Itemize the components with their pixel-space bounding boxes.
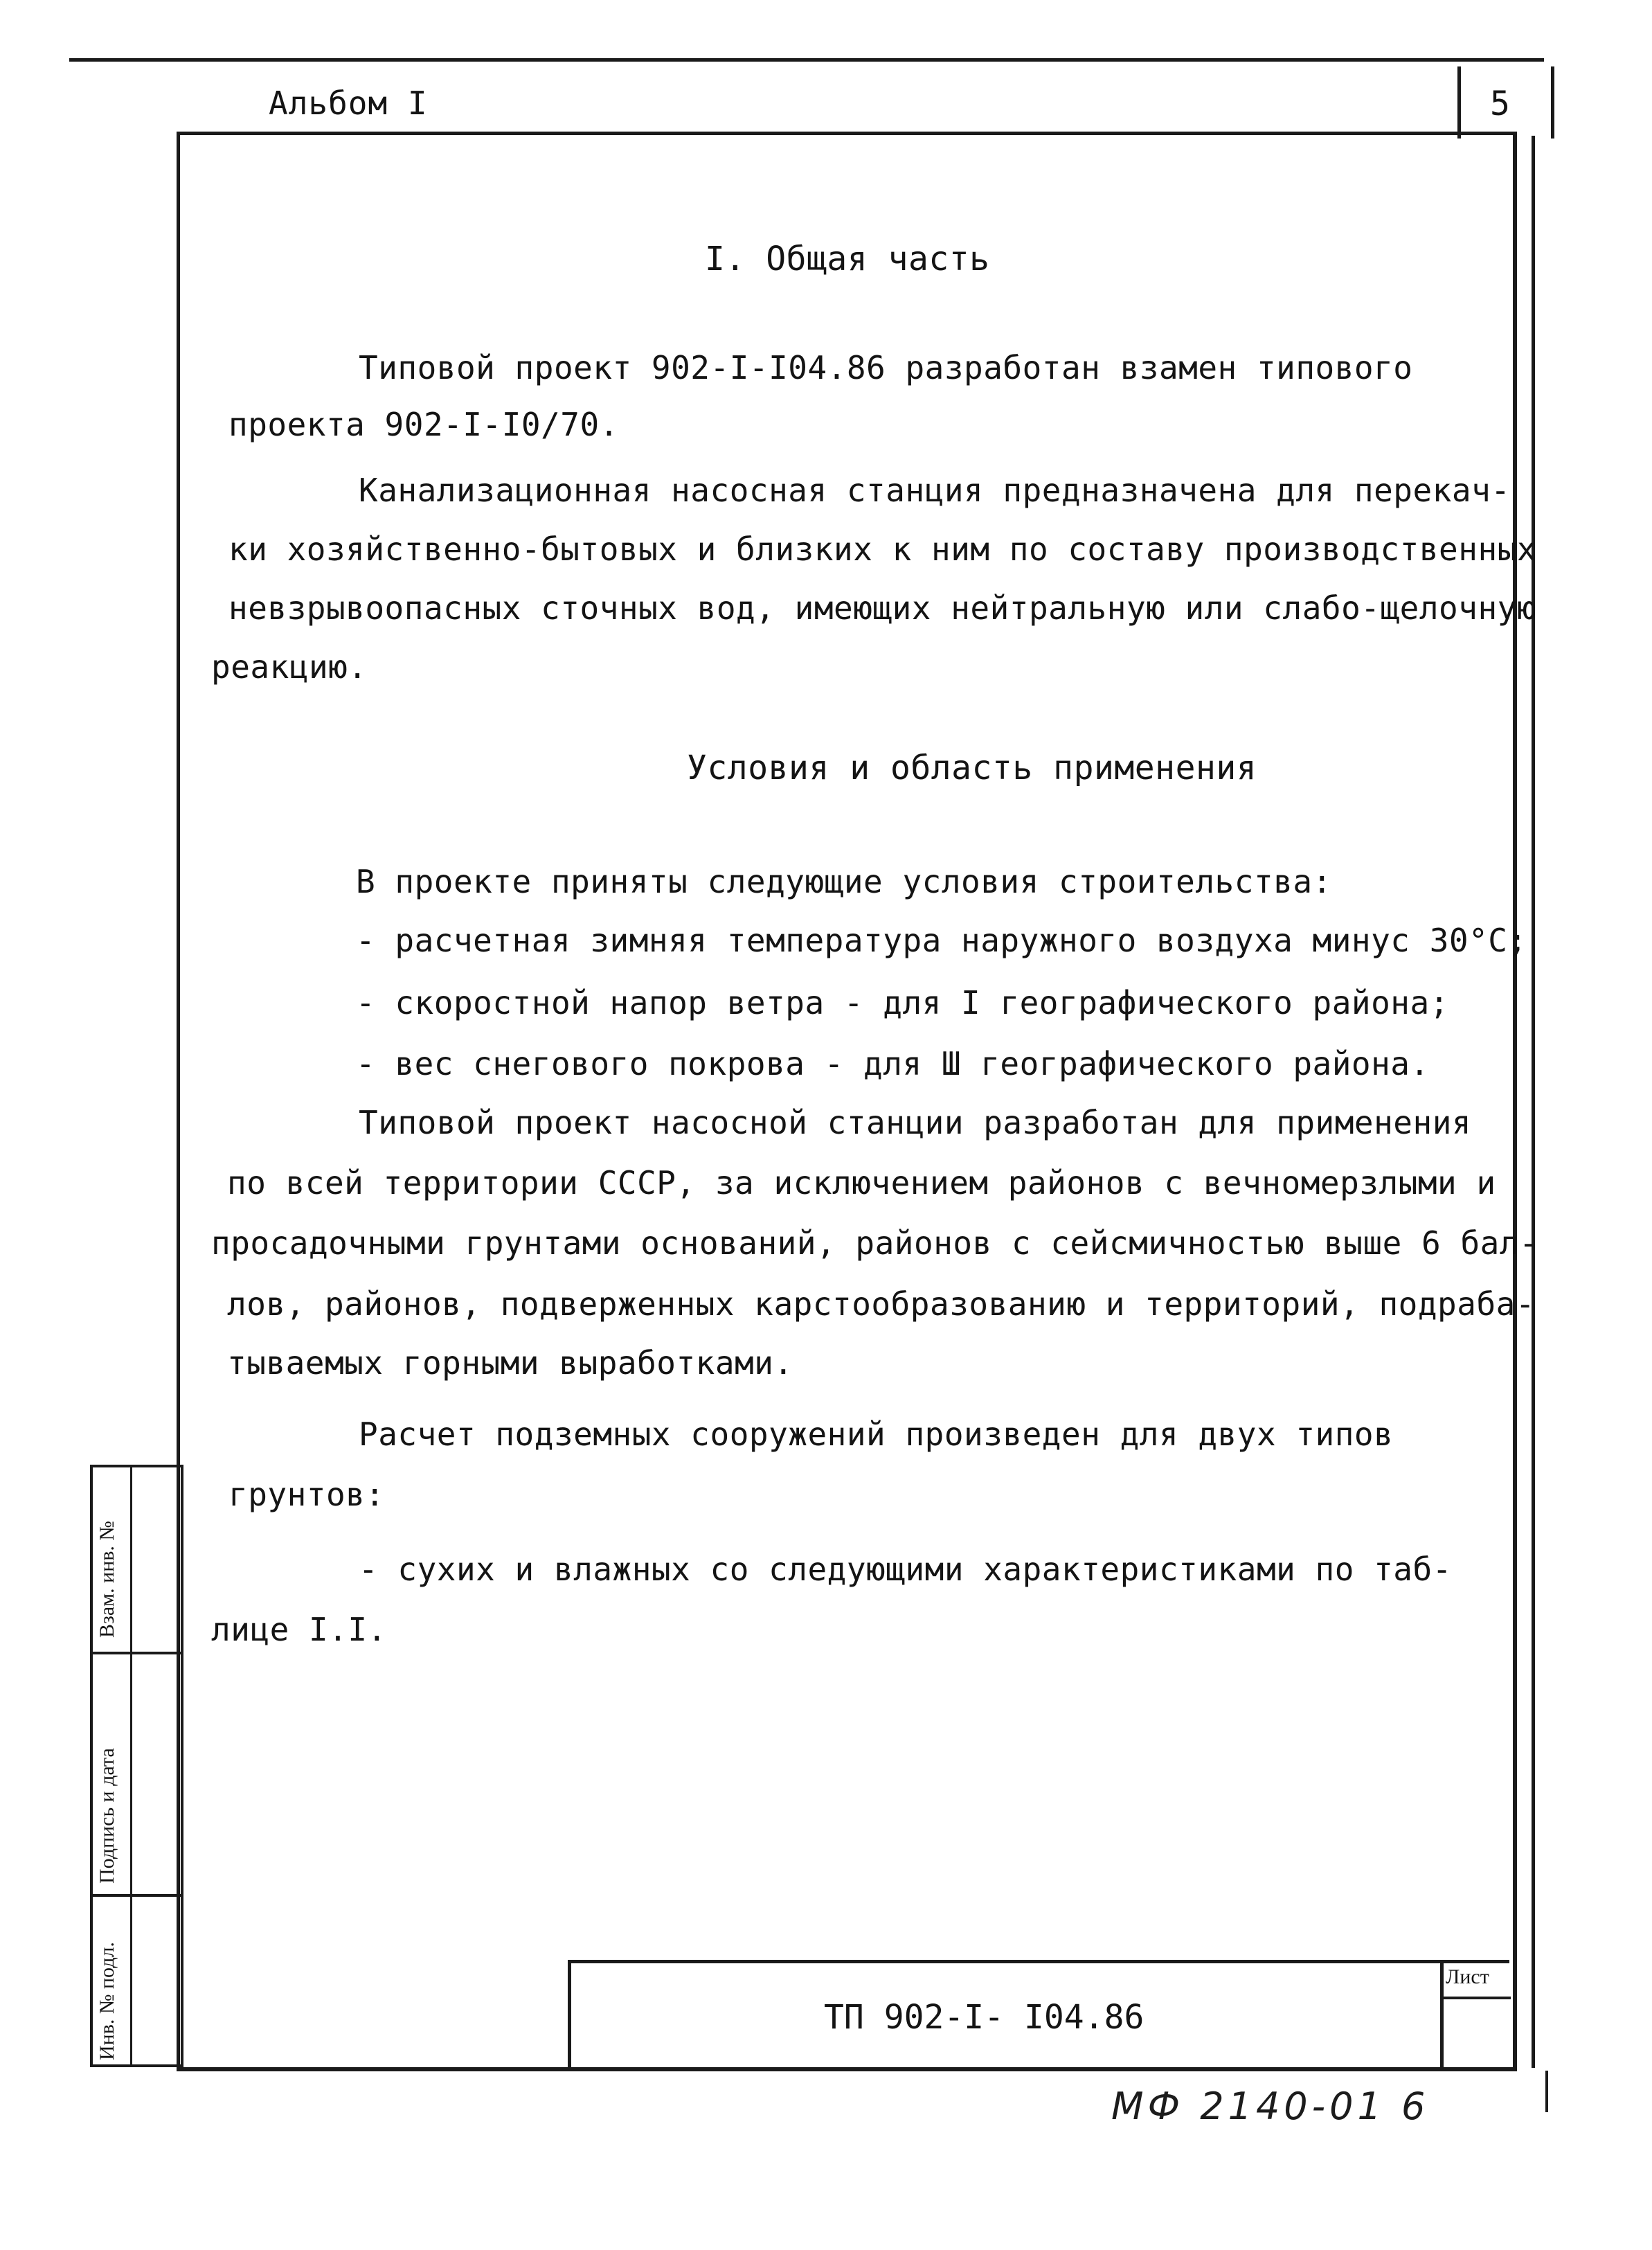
p2-line3: невзрывоопасных сточных вод, имеющих нейтральную или слабо-щелочную <box>228 589 1537 627</box>
application-line1: Типовой проект насосной станции разработан для применения <box>359 1104 1472 1141</box>
application-line5: тываемых горными выработками. <box>227 1344 793 1382</box>
label-inv-podl: Инв. № подл. <box>96 1942 118 2060</box>
page-box-left <box>1457 66 1461 139</box>
calculation-line1: Расчет подземных сооружений произведен для двух типов <box>359 1416 1394 1453</box>
page-box-right <box>1551 66 1554 139</box>
subsection-title: Условия и область применения <box>687 749 1257 787</box>
top-rule <box>69 58 1544 62</box>
p2-line1: Канализационная насосная станция предназначена для перекач- <box>359 472 1511 509</box>
margin-separator-1 <box>93 1652 183 1654</box>
section-title: I. Общая часть <box>705 240 990 278</box>
condition-item-1: - расчетная зимняя температура наружного воздуха минус 30°С; <box>356 922 1527 959</box>
p1-line2: проекта 902-I-I0/70. <box>228 406 619 443</box>
application-line3: просадочными грунтами оснований, районов с сейсмичностью выше 6 бал- <box>211 1224 1539 1262</box>
application-line4: лов, районов, подверженных карстообразованию и территорий, подраба- <box>227 1285 1536 1323</box>
margin-separator-2 <box>93 1894 183 1897</box>
frame-outer-right <box>1532 136 1535 2068</box>
margin-inner-line <box>130 1467 132 2064</box>
calculation-line4: лице I.I. <box>211 1611 387 1648</box>
calculation-line3: - сухих и влажных со следующими характеристиками по таб- <box>359 1551 1452 1588</box>
document-code: ТП 902-I- I04.86 <box>824 1998 1144 2037</box>
sheet-label: Лист <box>1446 1965 1489 1988</box>
title-block-sheet-divider <box>1440 1997 1511 1999</box>
album-title: Альбом I <box>269 84 428 122</box>
label-vzam-inv: Взам. инв. № <box>96 1520 118 1638</box>
p2-line4: реакцию. <box>211 648 368 686</box>
condition-item-2: - скоростной напор ветра - для I географического района; <box>356 984 1449 1021</box>
application-line2: по всей территории СССР, за исключением районов с вечномерзлыми и <box>227 1164 1496 1202</box>
calculation-line2: грунтов: <box>228 1476 385 1513</box>
conditions-intro: В проекте приняты следующие условия строительства: <box>356 863 1332 900</box>
bottom-tick <box>1545 2071 1548 2112</box>
label-podpis-data: Подпись и дата <box>96 1748 118 1884</box>
p2-line2: ки хозяйственно-бытовых и близких к ним по составу производственных <box>228 530 1537 568</box>
condition-item-3: - вес снегового покрова - для Ш географического района. <box>356 1045 1430 1082</box>
p1-line1: Типовой проект 902-I-I04.86 разработан взамен типового <box>359 349 1413 386</box>
title-block-separator <box>1440 1960 1444 2069</box>
page-number: 5 <box>1490 84 1510 123</box>
handwritten-note: МФ 2140-01 6 <box>1111 2084 1430 2128</box>
